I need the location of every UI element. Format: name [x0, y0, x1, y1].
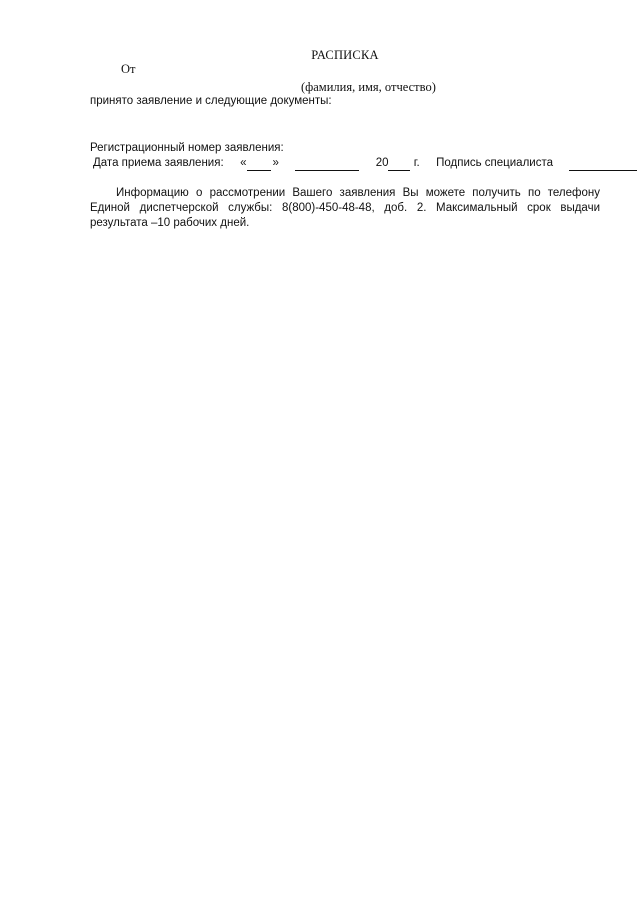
info-paragraph	[90, 186, 600, 231]
fio-note: (фамилия, имя, отчество)	[301, 80, 436, 94]
year-suffix: г.	[413, 157, 420, 169]
signature-label: Подпись специалиста	[436, 157, 553, 169]
quote-close: »	[272, 157, 279, 169]
info-line: результата –10 рабочих дней.	[90, 217, 250, 229]
from-label: От	[121, 62, 136, 76]
accepted-documents-text: принято заявление и следующие документы:	[90, 95, 332, 107]
signature-blank	[569, 157, 637, 171]
month-blank	[295, 157, 359, 171]
date-label: Дата приема заявления:	[93, 157, 224, 169]
info-line: Единой диспетчерской службы: 8(800)-450-48-48, доб. 2. Максимальный срок выдачи	[90, 202, 600, 214]
year-blank	[388, 157, 410, 171]
info-line: Информацию о рассмотрении Вашего заявления Вы можете получить по телефону	[116, 187, 600, 199]
quote-open: «	[240, 157, 247, 169]
date-row	[93, 156, 637, 171]
year-prefix: 20	[375, 157, 389, 169]
document-title: РАСПИСКА	[311, 48, 379, 62]
day-blank	[247, 157, 271, 171]
registration-number-label: Регистрационный номер заявления:	[90, 142, 284, 154]
